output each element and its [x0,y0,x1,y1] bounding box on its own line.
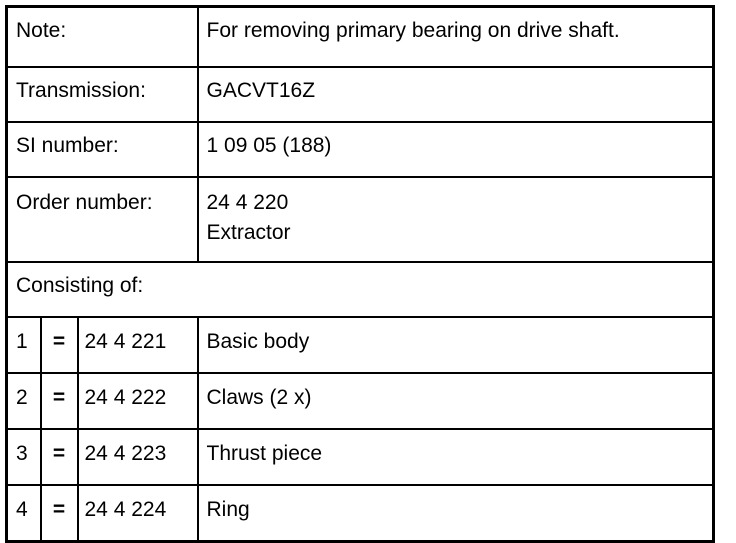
part-row [7,429,714,485]
part-number: 24 4 224 [78,485,198,542]
part-row [7,485,714,542]
transmission-value: GACVT16Z [198,67,714,122]
order-number-code: 24 4 220 [206,191,289,214]
consisting-of-label: Consisting of: [7,262,714,317]
order-number-value [198,177,714,262]
equals-sign: = [41,429,78,485]
equals-sign: = [41,373,78,429]
part-number: 24 4 222 [78,373,198,429]
si-number-label: SI number: [7,122,198,177]
part-description: Basic body [198,317,714,373]
order-number-row [7,177,714,262]
equals-sign: = [41,485,78,542]
order-number-description: Extractor [206,221,291,244]
part-description: Thrust piece [198,429,714,485]
part-number: 24 4 223 [78,429,198,485]
part-index: 1 [7,317,41,373]
part-row [7,373,714,429]
order-number-label: Order number: [7,177,198,262]
part-description: Ring [198,485,714,542]
transmission-label: Transmission: [7,67,198,122]
equals-sign: = [41,317,78,373]
part-index: 4 [7,485,41,542]
note-label: Note: [7,7,198,68]
si-number-value: 1 09 05 (188) [198,122,714,177]
part-index: 3 [7,429,41,485]
part-number: 24 4 221 [78,317,198,373]
note-row [7,7,714,68]
special-tool-table [5,5,715,543]
part-description: Claws (2 x) [198,373,714,429]
si-number-row [7,122,714,177]
note-value: For removing primary bearing on drive shaft. [198,7,714,68]
transmission-row [7,67,714,122]
consisting-of-row [7,262,714,317]
part-index: 2 [7,373,41,429]
part-row [7,317,714,373]
